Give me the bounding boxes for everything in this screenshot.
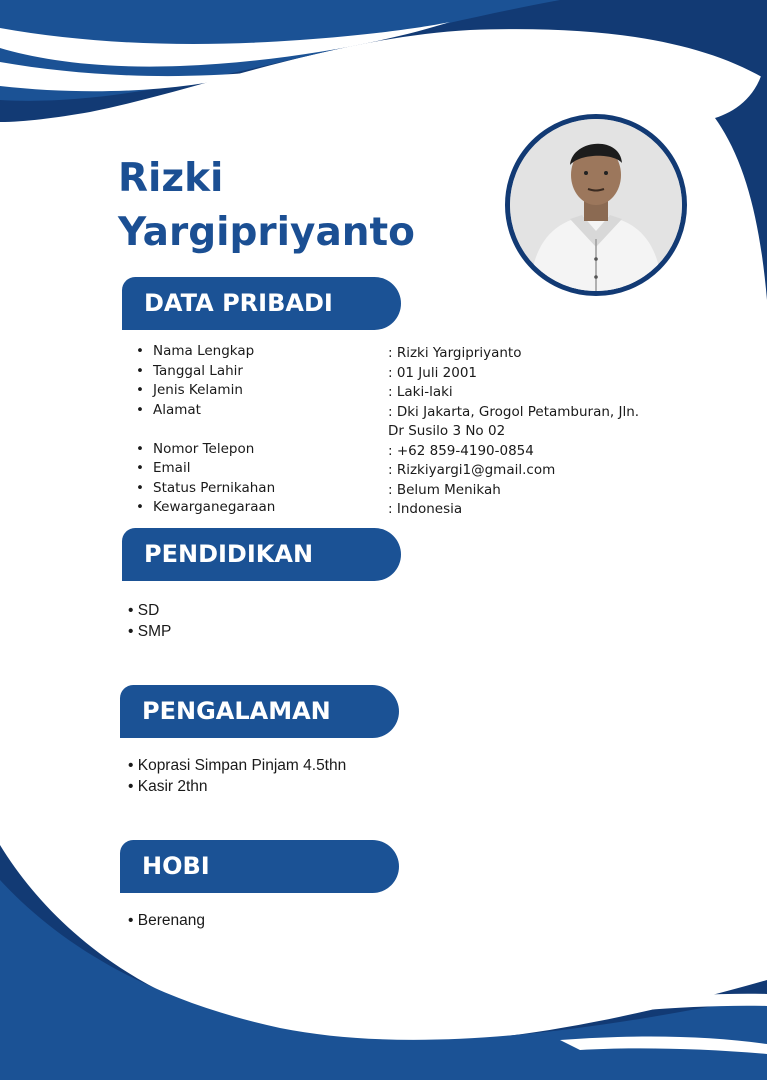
value-address-cont: Dr Susilo 3 No 02 xyxy=(388,423,506,439)
section-education-header: PENDIDIKAN xyxy=(122,528,401,581)
personal-labels xyxy=(136,342,376,518)
value-email: : Rizkiyargi1@gmail.com xyxy=(388,462,556,478)
hobby-list xyxy=(128,910,205,931)
education-item: • SD xyxy=(128,602,160,619)
experience-item: • Koprasi Simpan Pinjam 4.5thn xyxy=(128,757,347,774)
value-marital-status: : Belum Menikah xyxy=(388,481,501,498)
value-address: : Dki Jakarta, Grogol Petamburan, Jln. xyxy=(388,403,640,420)
value-birth-date: : 01 Juli 2001 xyxy=(388,364,477,381)
value-phone: : +62 859-4190-0854 xyxy=(388,442,534,459)
section-personal-header: DATA PRIBADI xyxy=(122,277,401,330)
education-list xyxy=(128,600,171,642)
profile-photo xyxy=(505,114,687,296)
label-address: • Alamat xyxy=(136,401,376,421)
education-item: • SMP xyxy=(128,623,172,640)
section-hobby-header: HOBI xyxy=(120,840,399,893)
name-first: Rizki xyxy=(118,156,224,201)
person-photo-icon xyxy=(510,119,682,291)
label-nationality: • Kewarganegaraan xyxy=(136,498,376,518)
experience-item: • Kasir 2thn xyxy=(128,778,208,795)
full-name xyxy=(118,152,415,260)
label-full-name: • Nama Lengkap xyxy=(136,342,376,362)
value-nationality: : Indonesia xyxy=(388,501,463,517)
label-email: • Email xyxy=(136,459,376,479)
label-birth-date: • Tanggal Lahir xyxy=(136,362,376,382)
value-gender: : Laki-laki xyxy=(388,384,453,400)
name-last: Yargipriyanto xyxy=(118,210,415,255)
value-full-name: : Rizki Yargipriyanto xyxy=(388,345,522,361)
label-phone: • Nomor Telepon xyxy=(136,440,376,460)
label-gender: • Jenis Kelamin xyxy=(136,381,376,401)
section-experience-header: PENGALAMAN xyxy=(120,685,399,738)
personal-values xyxy=(388,344,658,520)
hobby-item: • Berenang xyxy=(128,912,205,929)
experience-list xyxy=(128,755,346,797)
label-marital-status: • Status Pernikahan xyxy=(136,479,376,499)
